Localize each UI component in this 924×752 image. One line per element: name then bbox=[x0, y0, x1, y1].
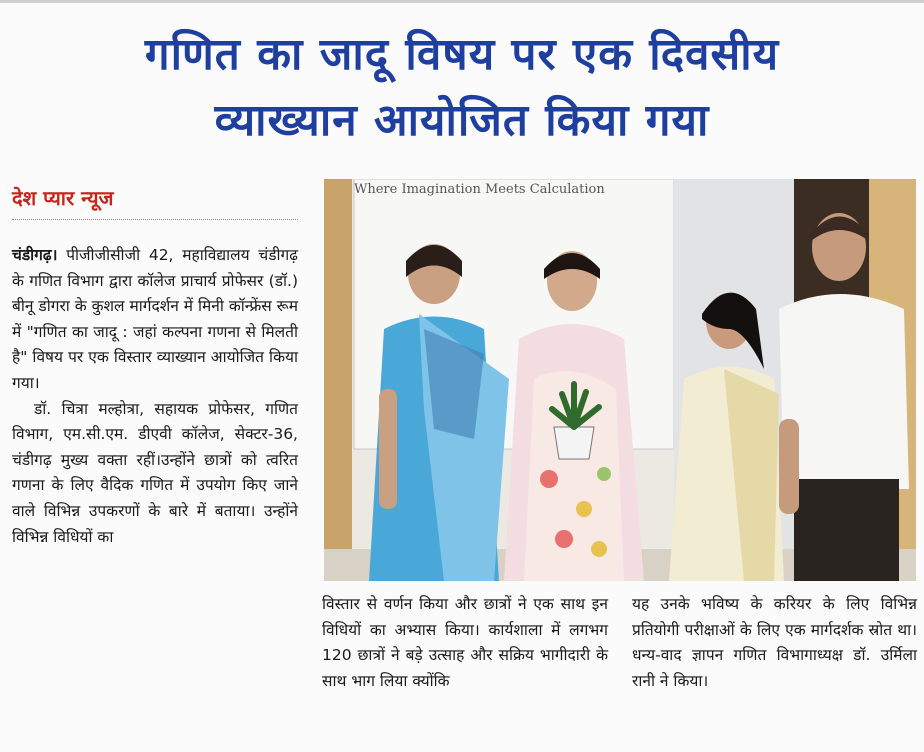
headline bbox=[0, 22, 924, 154]
paragraph-2: डॉ. चित्रा मल्होत्रा, सहायक प्रोफेसर, गणित विभाग, एम.सी.एम. डीएवी कॉलेज, सेक्टर-36, चंडीगढ़ मुख्य वक्ता रहीं।उन्होंने छात्रों को त्वरित गणना के लिए वैदिक गणित में उपयोग किए जाने वाले विभिन्न उपकरणों के बारे में बताया। उन्होंने विभिन्न विधियों का bbox=[12, 399, 298, 546]
top-rule bbox=[0, 0, 924, 3]
article-column-1 bbox=[12, 243, 298, 550]
headline-line-1: गणित का जादू विषय पर एक दिवसीय bbox=[144, 29, 780, 80]
headline-line-2: व्याख्यान आयोजित किया गया bbox=[214, 95, 710, 146]
paragraph-1-text: पीजीजीसीजी 42, महाविद्यालय चंडीगढ़ के गणित विभाग द्वारा कॉलेज प्राचार्य प्रोफेसर (डॉ.) बीनू डोगरा के कुशल मार्गदर्शन में मिनी कॉन्फ्रेंस रूम में "गणित का जादू : जहां कल्पना गणना से मिलती है" विषय पर एक विस्तार व्याख्यान आयोजित किया गया। bbox=[12, 246, 298, 392]
column-3-text: यह उनके भविष्य के करियर के लिए विभिन्न प्रतियोगी परीक्षाओं के लिए एक मार्गदर्शक स्रोत था।धन्य-वाद ज्ञापन गणित विभागाध्यक्ष डॉ. उर्मिला रानी ने किया। bbox=[632, 595, 917, 690]
event-photo bbox=[324, 179, 916, 581]
event-photo-illustration bbox=[324, 179, 916, 581]
column-2-text: विस्तार से वर्णन किया और छात्रों ने एक साथ इन विधियों का अभ्यास किया। कार्यशाला में लगभग 120 छात्रों ने बड़े उत्साह और सक्रिय भागीदारी के साथ भाग लिया क्योंकि bbox=[322, 595, 608, 690]
board-text: Where Imagination Meets Calculation bbox=[354, 182, 605, 197]
article-column-2 bbox=[322, 592, 608, 694]
byline: देश प्यार न्यूज bbox=[12, 183, 298, 220]
paragraph-1 bbox=[12, 243, 298, 397]
article-column-3 bbox=[632, 592, 917, 694]
dateline: चंडीगढ़। bbox=[12, 246, 58, 264]
